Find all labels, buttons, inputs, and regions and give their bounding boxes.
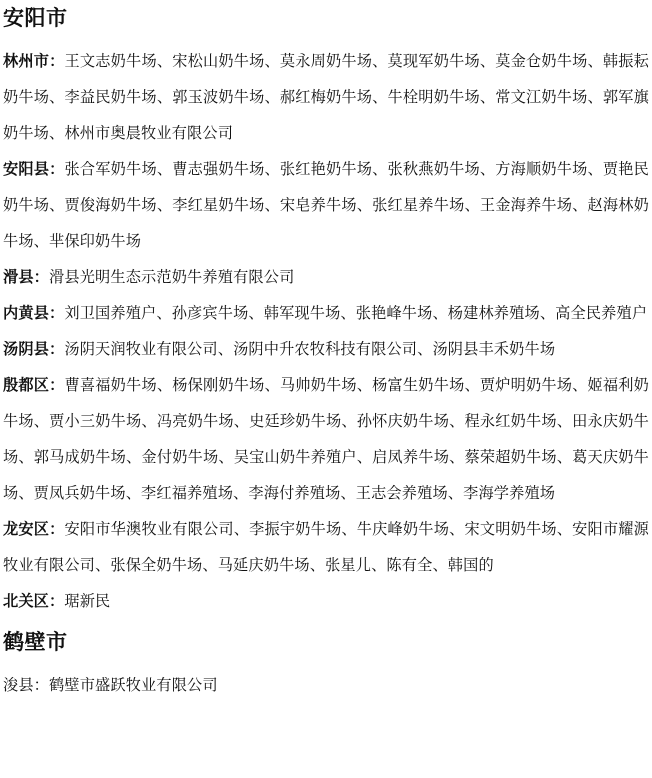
farm-list: 滑县光明生态示范奶牛养殖有限公司 bbox=[49, 268, 295, 286]
county-entry-longan bbox=[3, 511, 649, 583]
county-label: 内黄县： bbox=[3, 304, 65, 322]
county-entry-yindu bbox=[3, 367, 649, 511]
document-body bbox=[3, 0, 649, 703]
farm-list: 琚新民 bbox=[64, 592, 111, 610]
county-label: 林州市： bbox=[3, 52, 65, 70]
county-entry-beiguan bbox=[3, 583, 649, 619]
farm-list: 刘卫国养殖户、孙彦宾牛场、韩军现牛场、张艳峰牛场、杨建林养殖场、高全民养殖户 bbox=[64, 304, 648, 322]
farm-list: 曹喜福奶牛场、杨保刚奶牛场、马帅奶牛场、杨富生奶牛场、贾炉明奶牛场、姬福利奶牛场、贾小三奶牛场、冯亮奶牛场、史廷珍奶牛场、孙怀庆奶牛场、程永红奶牛场、田永庆奶牛场、郭马成奶牛场、金付奶牛场、吴宝山奶牛养殖户、启凤养牛场、蔡荣超奶牛场、葛天庆奶牛场、贾凤兵奶牛场、李红福养殖场、李海付养殖场、王志会养殖场、李海学养殖场 bbox=[3, 376, 649, 502]
farm-list: 鹤壁市盛跃牧业有限公司 bbox=[49, 676, 218, 694]
county-label: 龙安区： bbox=[3, 520, 65, 538]
farm-list: 安阳市华澳牧业有限公司、李振宇奶牛场、牛庆峰奶牛场、宋文明奶牛场、安阳市耀源牧业有限公司、张保全奶牛场、马延庆奶牛场、张星儿、陈有全、韩国的 bbox=[3, 520, 649, 574]
county-label: 安阳县： bbox=[3, 160, 65, 178]
county-entry-linzhou bbox=[3, 43, 649, 151]
county-label: 汤阴县： bbox=[3, 340, 65, 358]
county-label: 殷都区： bbox=[3, 376, 65, 394]
county-entry-hua bbox=[3, 259, 649, 295]
county-entry-neihuang bbox=[3, 295, 649, 331]
farm-list: 汤阴天润牧业有限公司、汤阴中升农牧科技有限公司、汤阴县丰禾奶牛场 bbox=[64, 340, 556, 358]
county-label: 北关区： bbox=[3, 592, 65, 610]
county-entry-xun bbox=[3, 667, 649, 703]
city-heading-anyang: 安阳市 bbox=[3, 6, 68, 30]
farm-list: 张合军奶牛场、曹志强奶牛场、张红艳奶牛场、张秋燕奶牛场、方海顺奶牛场、贾艳民奶牛场、贾俊海奶牛场、李红星奶牛场、宋皂养牛场、张红星养牛场、王金海养牛场、赵海林奶牛场、芈保印奶牛场 bbox=[3, 160, 649, 250]
county-entry-anyang-county bbox=[3, 151, 649, 259]
county-label: 浚县： bbox=[3, 676, 50, 694]
county-label: 滑县： bbox=[3, 268, 50, 286]
farm-list: 王文志奶牛场、宋松山奶牛场、莫永周奶牛场、莫现军奶牛场、莫金仓奶牛场、韩振耘奶牛场、李益民奶牛场、郭玉波奶牛场、郝红梅奶牛场、牛栓明奶牛场、常文江奶牛场、郭军旗奶牛场、林州市奥晨牧业有限公司 bbox=[3, 52, 649, 142]
county-entry-tangyin bbox=[3, 331, 649, 367]
city-heading-hebi: 鹤壁市 bbox=[3, 630, 68, 654]
